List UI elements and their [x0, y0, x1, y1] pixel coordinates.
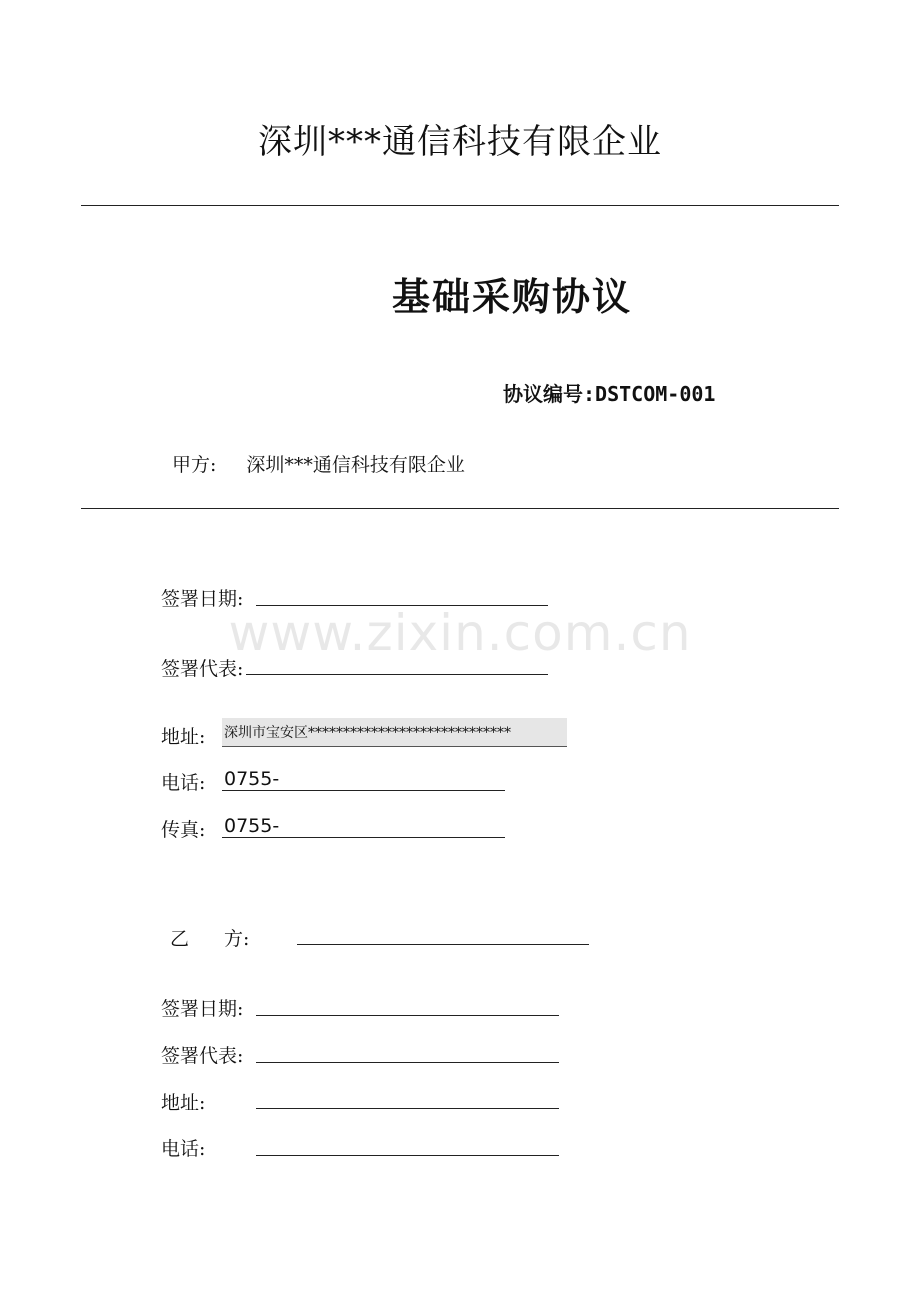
- party-a-phone-field: [222, 790, 505, 791]
- header-rule: [81, 205, 839, 206]
- party-b-name-field[interactable]: [297, 944, 589, 945]
- watermark: www.zixin.com.cn: [228, 604, 692, 662]
- party-b-label-left: 乙: [170, 928, 190, 950]
- party-a-fax-value[interactable]: 0755-: [224, 815, 280, 837]
- party-b-address-label: 地址:: [161, 1092, 206, 1114]
- party-a-address-label: 地址:: [161, 726, 206, 748]
- party-a-fax-field: [222, 837, 505, 838]
- party-a-label: 甲方:: [172, 454, 217, 476]
- party-b-phone-field[interactable]: [256, 1155, 559, 1156]
- party-b-phone-label: 电话:: [161, 1138, 206, 1160]
- party-a-line: [172, 450, 465, 477]
- company-header: 深圳***通信科技有限企业: [258, 122, 662, 162]
- party-b-address-field[interactable]: [256, 1108, 559, 1109]
- document-title: 基础采购协议: [391, 274, 632, 319]
- party-b-signing-date-field[interactable]: [256, 1015, 559, 1016]
- party-a-representative-label: 签署代表:: [161, 658, 244, 680]
- party-a-signing-date-field[interactable]: [256, 605, 548, 606]
- agreement-number: 协议编号:DSTCOM-001: [503, 382, 716, 406]
- party-a-fax-label: 传真:: [161, 819, 206, 841]
- party-b-signing-date-label: 签署日期:: [161, 998, 244, 1020]
- section-rule: [81, 508, 839, 509]
- party-b-representative-field[interactable]: [256, 1062, 559, 1063]
- party-a-address-value[interactable]: 深圳市宝安区*****************************: [222, 718, 567, 747]
- party-a-representative-field[interactable]: [246, 674, 548, 675]
- party-a-signing-date-label: 签署日期:: [161, 588, 244, 610]
- party-a-phone-label: 电话:: [161, 772, 206, 794]
- party-b-representative-label: 签署代表:: [161, 1045, 244, 1067]
- party-a-phone-value[interactable]: 0755-: [224, 768, 280, 790]
- party-b-label-right: 方:: [224, 928, 250, 950]
- party-a-name: 深圳***通信科技有限企业: [246, 454, 465, 476]
